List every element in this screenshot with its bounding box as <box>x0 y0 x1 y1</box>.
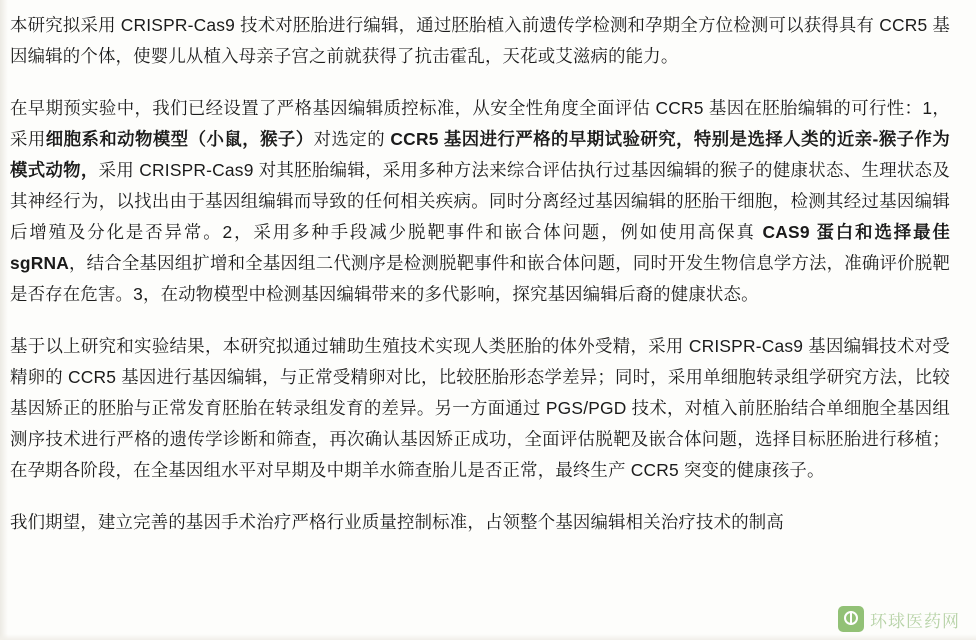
body-text: 对选定的 <box>313 129 391 149</box>
globe-icon <box>838 606 864 632</box>
paragraph-3 <box>10 331 950 486</box>
page-edge-shadow-bottom <box>0 634 976 640</box>
body-text: 本研究拟采用 CRISPR-Cas9 技术对胚胎进行编辑，通过胚胎植入前遗传学检测和孕期全方位检测可以获得具有 CCR5 基因编辑的个体，使婴儿从植入母亲子宫之前就获得了抗击霍乱，天花或艾滋病的能力。 <box>10 15 950 66</box>
paragraph-1 <box>10 10 950 72</box>
body-text: ，结合全基因组扩增和全基因组二代测序是检测脱靶事件和嵌合体问题，同时开发生物信息学方法，准确评价脱靶是否存在危害。3，在动物模型中检测基因编辑带来的多代影响，探究基因编辑后裔的健康状态。 <box>10 253 950 304</box>
body-text: 基于以上研究和实验结果，本研究拟通过辅助生殖技术实现人类胚胎的体外受精，采用 CRISPR-Cas9 基因编辑技术对受精卵的 CCR5 基因进行基因编辑，与正常受精卵对比，比较胚胎形态学差异；同时，采用单细胞转录组学研究方法，比较基因矫正的胚胎与正常发育胚胎在转录组发育的差异。另一方面通过 PGS/PGD 技术，对植入前胚胎结合单细胞全基因组测序技术进行严格的遗传学诊断和筛查，再次确认基因矫正成功，全面评估脱靶及嵌合体问题，选择目标胚胎进行移植；在孕期各阶段，在全基因组水平对早期及中期羊水筛查胎儿是否正常，最终生产 CCR5 突变的健康孩子。 <box>10 336 950 480</box>
page-edge-shadow-left <box>0 0 8 640</box>
watermark-label: 环球医药网 <box>870 611 960 631</box>
body-text: 采用 CRISPR-Cas9 对其胚胎编辑，采用多种方法来综合评估执行过基因编辑的猴子的健康状态、生理状态及其神经行为，以找出由于基因组编辑而导致的任何相关疾病。同时分离经过基因编辑的胚胎干细胞，检测其经过基因编辑后增殖及分化是否异常。2，采用多种手段减少脱靶事件和嵌合体问题，例如使用高保真 <box>10 160 950 242</box>
emphasis-text: CAS9 蛋白和选择最佳 sgRNA <box>10 222 950 273</box>
paragraph-2 <box>10 93 950 310</box>
body-text: 在早期预实验中，我们已经设置了严格基因编辑质控标准，从安全性角度全面评估 CCR5 基因在胚胎编辑的可行性：1，采用 <box>10 98 950 149</box>
watermark <box>838 606 960 632</box>
body-text: 我们期望，建立完善的基因手术治疗严格行业质量控制标准，占领整个基因编辑相关治疗技术的制高 <box>10 512 784 532</box>
emphasis-text: CCR5 基因进行严格的早期试验研究，特别是选择人类的近亲-猴子作为模式动物， <box>10 129 950 180</box>
paragraph-4 <box>10 507 950 538</box>
emphasis-text: 细胞系和动物模型（小鼠，猴子） <box>45 129 314 149</box>
